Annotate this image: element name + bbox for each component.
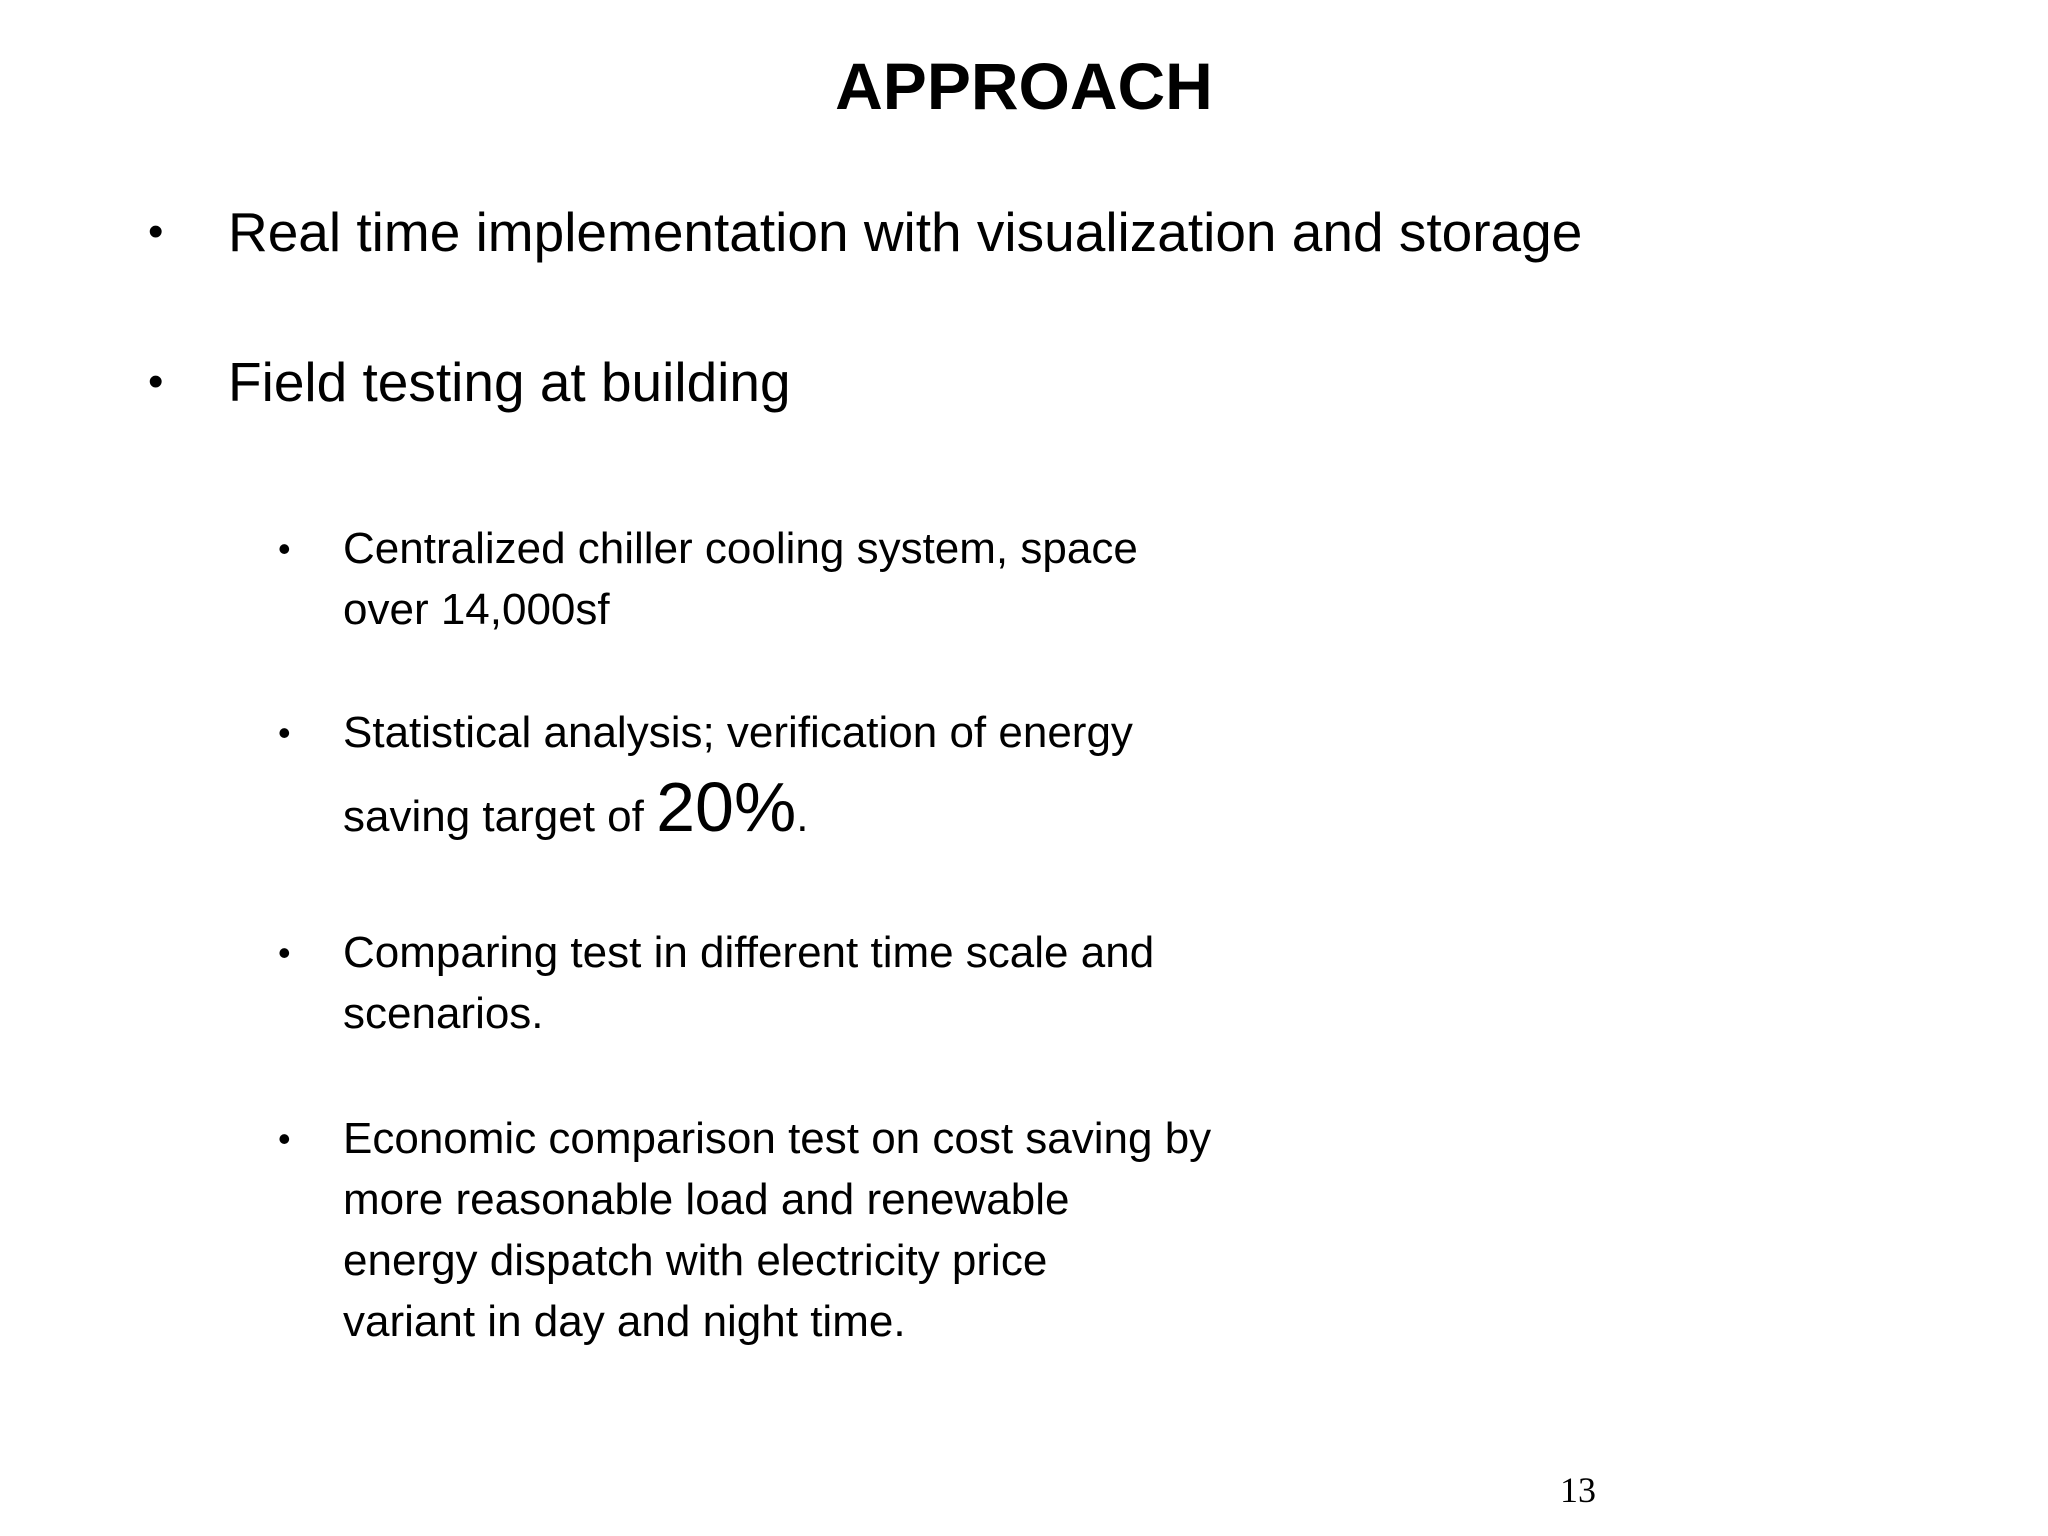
sub-bullet-line-text: .: [796, 792, 809, 841]
sub-bullet-line: Comparing test in different time scale and: [343, 928, 1155, 977]
sub-bullet-text: [343, 702, 1293, 847]
sub-bullet-line: energy dispatch with electricity price: [343, 1236, 1048, 1285]
sub-bullet-line: Economic comparison test on cost saving by: [343, 1114, 1212, 1163]
saving-target-value: 20%: [656, 768, 797, 846]
page-number: 13: [1560, 1470, 1596, 1510]
sub-bullet-line: scenarios.: [343, 989, 544, 1038]
bullet-dot-icon: •: [148, 207, 164, 256]
sub-bullet-text: [343, 518, 1293, 640]
bullet-text: Field testing at building: [228, 351, 791, 413]
sub-bullet-text: [343, 1108, 1293, 1352]
sub-bullet-line: over 14,000sf: [343, 585, 610, 634]
bullet-dot-icon: •: [278, 1118, 291, 1159]
slide-title: APPROACH: [835, 49, 1213, 123]
bullet-dot-icon: •: [278, 712, 291, 753]
bullet-text: Real time implementation with visualization and storage: [228, 201, 1583, 263]
sub-bullet-line: variant in day and night time.: [343, 1297, 906, 1346]
bullet-dot-icon: •: [148, 357, 164, 406]
sub-bullet-line: Statistical analysis; verification of energy: [343, 708, 1133, 757]
bullet-dot-icon: •: [278, 932, 291, 973]
sub-bullet-text: [343, 922, 1293, 1044]
sub-bullet-line: Centralized chiller cooling system, space: [343, 524, 1138, 573]
sub-bullet-line-text: saving target of: [343, 792, 657, 841]
sub-bullet-line: more reasonable load and renewable: [343, 1175, 1070, 1224]
bullet-dot-icon: •: [278, 528, 291, 569]
sub-bullet-line: [343, 768, 1293, 847]
